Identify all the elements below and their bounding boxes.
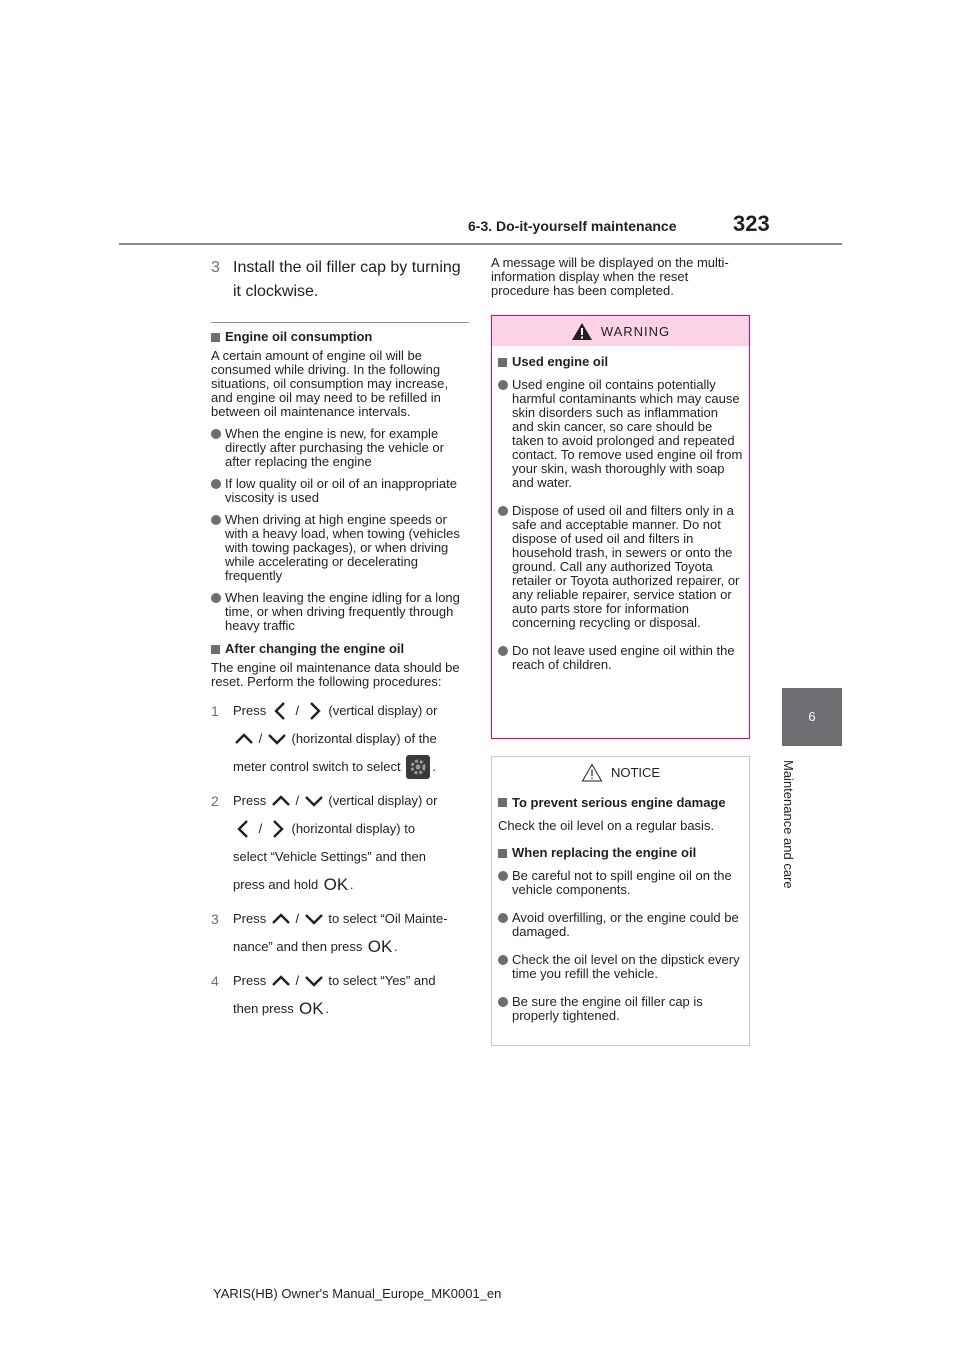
bullet-dot-icon <box>498 997 508 1007</box>
square-bullet-icon <box>498 358 507 367</box>
list-item: If low quality oil or oil of an inappropriate viscosity is used <box>211 477 469 505</box>
square-bullet-icon <box>211 333 220 342</box>
step-number: 3 <box>211 259 220 276</box>
separator <box>211 322 469 323</box>
chapter-label <box>781 760 806 910</box>
bullet-dot-icon <box>498 955 508 965</box>
bullet-dot-icon <box>498 380 508 390</box>
replacing-oil-heading: When replacing the engine oil <box>498 845 743 861</box>
bullet-dot-icon <box>211 479 221 489</box>
chevron-up-icon <box>270 908 292 930</box>
chevron-up-icon <box>233 728 255 750</box>
proc-step-4: 4 Press / to select “Yes” and <box>211 967 469 995</box>
notice-header <box>492 757 749 787</box>
list-item: Check the oil level on the dipstick every time you refill the vehicle. <box>498 953 743 981</box>
ok-button-icon: OK <box>367 937 393 956</box>
chevron-down-icon <box>303 970 325 992</box>
consumption-intro: A certain amount of engine oil will be consumed while driving. In the following situations, oil consumption may increase, and engine oil may need to be refilled in between oil maintenance intervals. <box>211 348 449 419</box>
header-rule <box>119 243 842 245</box>
chevron-right-icon <box>303 700 325 722</box>
notice-box <box>491 756 750 1046</box>
chevron-down-icon <box>303 790 325 812</box>
settings-gear-icon <box>406 755 430 779</box>
chevron-down-icon <box>266 728 288 750</box>
used-oil-heading: Used engine oil <box>498 354 743 370</box>
square-bullet-icon <box>498 798 507 807</box>
bullet-dot-icon <box>498 506 508 516</box>
list-item: Used engine oil contains potentially harmful contaminants which may cause skin disorders such as inflammation and skin cancer, so care should be taken to avoid prolonged and repeated contact. To remove used engine oil from your skin, wash thoroughly with soap and water. <box>498 378 743 490</box>
list-item: Be careful not to spill engine oil on the vehicle components. <box>498 869 743 897</box>
chevron-down-icon <box>303 908 325 930</box>
left-column <box>211 256 469 1023</box>
caution-triangle-icon <box>581 763 603 782</box>
chevron-right-icon <box>266 818 288 840</box>
bullet-dot-icon <box>211 515 221 525</box>
reset-procedure: 1 Press / (vertical display) or / (horizontal display) of the meter control switch to select . 2 Press / (vertical display) or / (horizontal display) to select “Vehicle Settings” and then press and hold OK . 3 Press / to select “Oil Mainte- nance” and then press OK . 4 Press / to select “Yes” and then press OK . <box>211 697 469 1023</box>
engine-damage-heading: To prevent serious engine damage <box>498 795 743 811</box>
ok-button-icon: OK <box>299 999 324 1018</box>
consumption-heading: Engine oil consumption <box>211 329 469 345</box>
bullet-dot-icon <box>211 593 221 603</box>
list-item: Do not leave used engine oil within the reach of children. <box>498 644 743 672</box>
right-column <box>491 256 750 1046</box>
step-text: Install the oil filler cap by turning it clockwise. <box>233 259 461 300</box>
square-bullet-icon <box>498 849 507 858</box>
chevron-up-icon <box>270 790 292 812</box>
list-item: When driving at high engine speeds or with a heavy load, when towing (vehicles with towing packages), or when driving while accelerating or decelerating frequently <box>211 513 469 583</box>
warning-header <box>492 316 749 346</box>
proc-step-3: 3 Press / to select “Oil Mainte- <box>211 905 469 933</box>
bullet-dot-icon <box>498 913 508 923</box>
chevron-up-icon <box>270 970 292 992</box>
chevron-left-icon <box>233 818 255 840</box>
ok-button-icon: OK <box>323 875 349 894</box>
after-change-intro: The engine oil maintenance data should be reset. Perform the following procedures: <box>211 660 460 689</box>
chevron-left-icon <box>270 700 292 722</box>
warning-triangle-icon <box>571 322 593 341</box>
proc-step-2: 2 Press / (vertical display) or <box>211 787 469 815</box>
page-number: 323 <box>733 211 770 236</box>
list-item: Dispose of used oil and filters only in a safe and acceptable manner. Do not dispose of used oil and filters in household trash, in sewers or onto the ground. Call any authorized Toyota retailer or Toyota authorized repairer, or any reliable repairer, service station or auto parts store for information concerning recycling or disposal. <box>498 504 743 630</box>
notice-title: NOTICE <box>610 764 661 780</box>
list-item: Avoid overfilling, or the engine could be damaged. <box>498 911 743 939</box>
proc-step-1: 1 Press / (vertical display) or <box>211 697 469 725</box>
warning-title: WARNING <box>600 323 671 339</box>
chapter-tab: 6 <box>782 688 842 746</box>
bullet-dot-icon <box>498 646 508 656</box>
chapter-label-text: Maintenance and care <box>781 760 796 889</box>
section-title: 6-3. Do-it-yourself maintenance <box>468 218 677 234</box>
square-bullet-icon <box>211 645 220 654</box>
reset-message-text: A message will be displayed on the multi-information display when the reset procedure has been completed. <box>491 255 729 298</box>
after-change-heading: After changing the engine oil <box>211 641 469 657</box>
list-item: When the engine is new, for example directly after purchasing the vehicle or after replacing the engine <box>211 427 469 469</box>
list-item: When leaving the engine idling for a long time, or when driving frequently through heavy traffic <box>211 591 469 633</box>
list-item: Be sure the engine oil filler cap is properly tightened. <box>498 995 743 1023</box>
bullet-dot-icon <box>211 429 221 439</box>
step-install-cap <box>211 256 469 304</box>
warning-box <box>491 315 750 739</box>
bullet-dot-icon <box>498 871 508 881</box>
engine-damage-text: Check the oil level on a regular basis. <box>498 818 715 833</box>
footer-text: YARIS(HB) Owner's Manual_Europe_MK0001_en <box>213 1286 502 1301</box>
